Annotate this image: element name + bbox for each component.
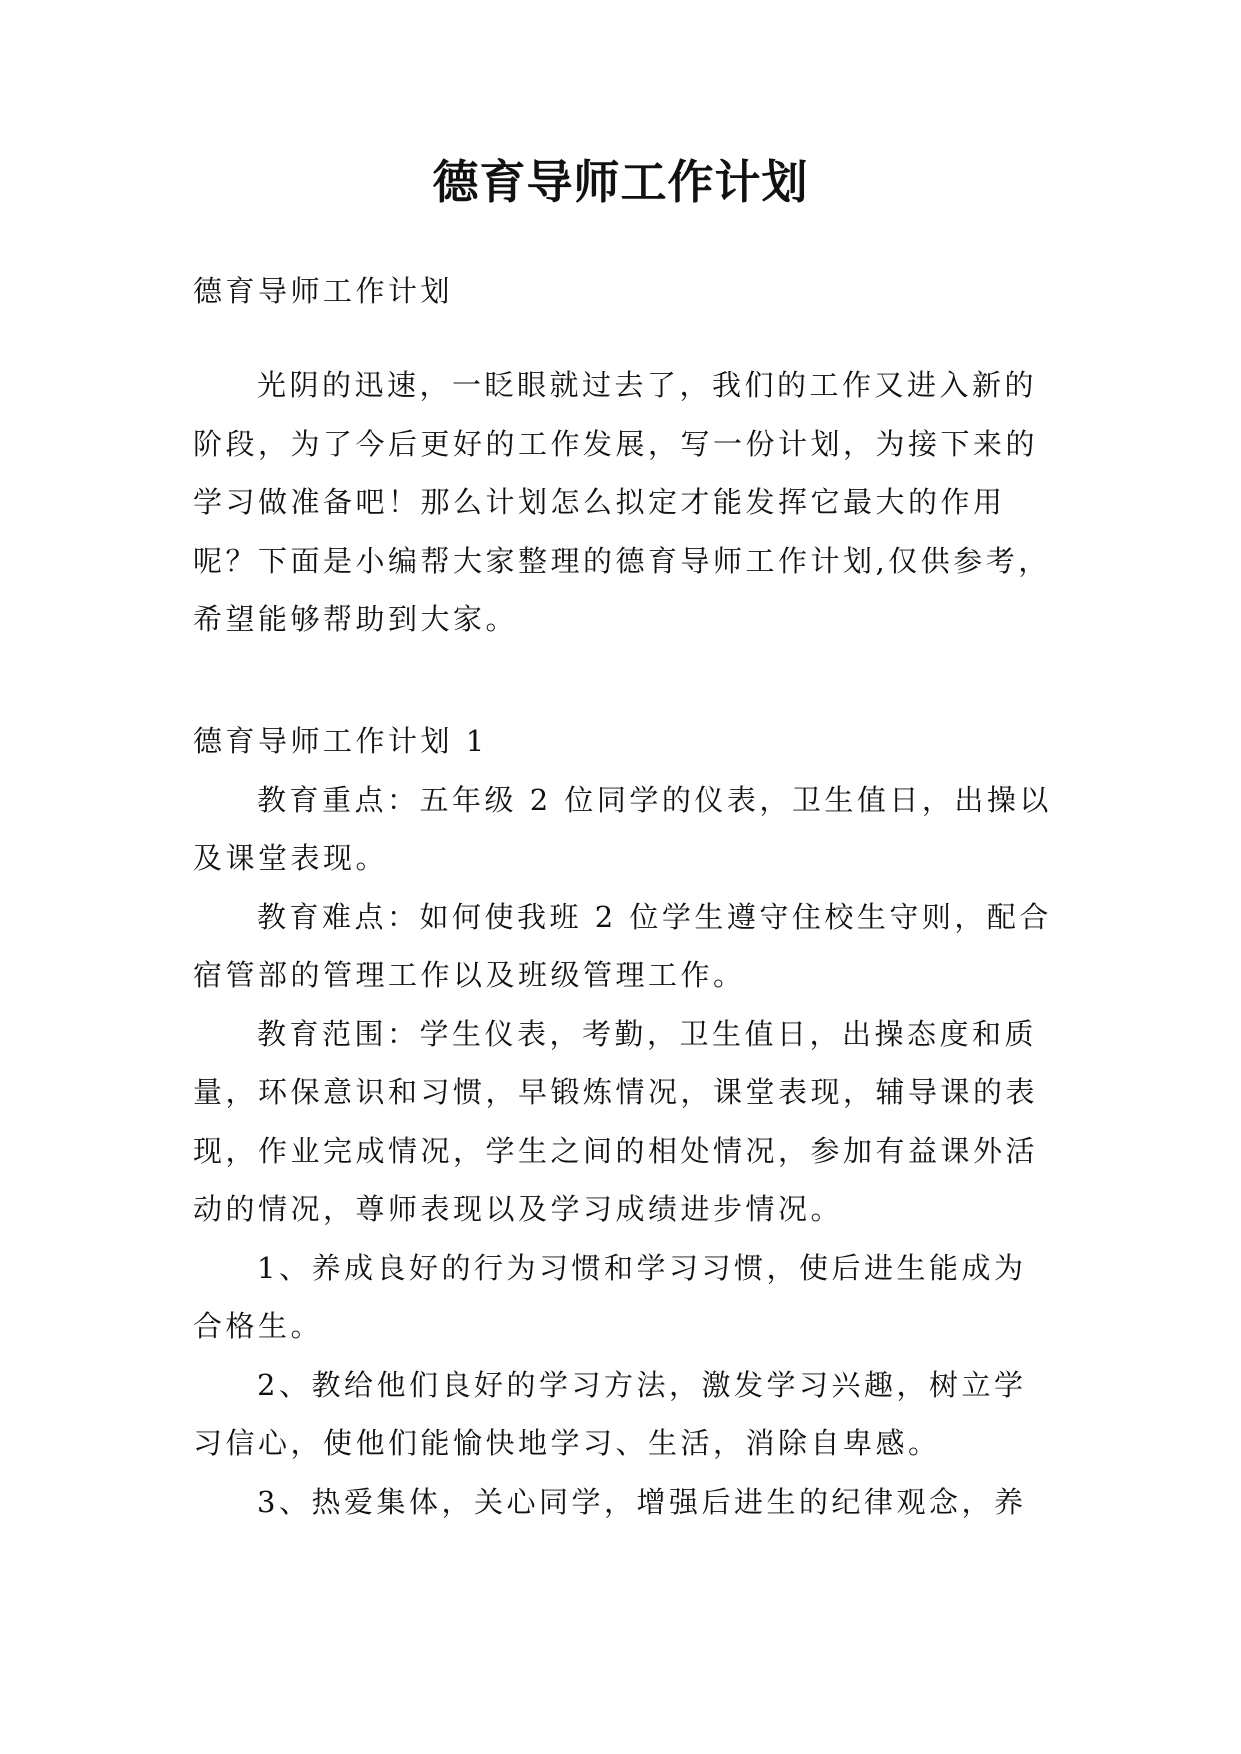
section-line: 教育重点：五年级 2 位同学的仪表，卫生值日，出操以: [257, 782, 1052, 817]
section-line: 2、教给他们良好的学习方法，激发学习兴趣，树立学: [257, 1367, 1027, 1402]
section-line: 习信心，使他们能愉快地学习、生活，消除自卑感。: [193, 1426, 941, 1460]
intro-line: 呢？下面是小编帮大家整理的德育导师工作计划,仅供参考，: [193, 543, 1051, 578]
section-heading: 德育导师工作计划 1: [193, 724, 488, 758]
section-line: 合格生。: [193, 1309, 324, 1343]
section-line: 量，环保意识和习惯，早锻炼情况，课堂表现，辅导课的表: [193, 1075, 1039, 1109]
intro-line: 阶段，为了今后更好的工作发展，写一份计划，为接下来的: [193, 426, 1039, 461]
section-1: [193, 712, 1058, 1531]
section-line: 宿管部的管理工作以及班级管理工作。: [193, 958, 746, 992]
intro-line: 希望能够帮助到大家。: [193, 602, 519, 636]
section-line: 及课堂表现。: [193, 841, 389, 875]
section-line: 1、养成良好的行为习惯和学习习惯，使后进生能成为: [257, 1250, 1027, 1285]
document-subtitle: 德育导师工作计划: [193, 274, 454, 308]
intro-line: 光阴的迅速，一眨眼就过去了，我们的工作又进入新的: [257, 368, 1038, 402]
section-line: 教育难点：如何使我班 2 位学生遵守住校生守则，配合: [257, 899, 1052, 934]
intro-paragraph: [193, 356, 1058, 649]
section-line: 教育范围：学生仪表，考勤，卫生值日，出操态度和质: [257, 1016, 1038, 1051]
section-line: 3、热爱集体，关心同学，增强后进生的纪律观念，养: [257, 1484, 1027, 1519]
intro-line: 学习做准备吧！那么计划怎么拟定才能发挥它最大的作用: [193, 485, 1006, 519]
document-subtitle-block: [193, 262, 1058, 321]
document-title: 德育导师工作计划: [432, 155, 809, 209]
section-line: 现，作业完成情况，学生之间的相处情况，参加有益课外活: [193, 1133, 1039, 1168]
section-line: 动的情况，尊师表现以及学习成绩进步情况。: [193, 1192, 844, 1226]
